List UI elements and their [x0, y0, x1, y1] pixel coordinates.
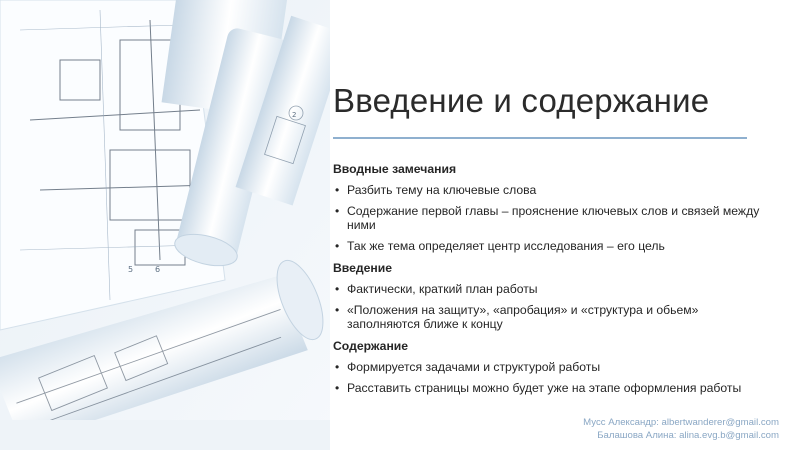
author-credit-line: Мусс Александр: albertwanderer@gmail.com — [583, 417, 779, 428]
list-item: • Фактически, краткий план работы — [333, 282, 763, 296]
svg-text:6: 6 — [155, 265, 161, 274]
list-item: • Расставить страницы можно будет уже на этапе оформления работы — [333, 381, 763, 395]
list-item: • «Положения на защиту», «апробация» и «структура и обьем» заполняются ближе к концу — [333, 303, 763, 331]
title-divider — [333, 137, 747, 139]
svg-text:5: 5 — [128, 265, 134, 274]
list-item: • Содержание первой главы – прояснение ключевых слов и связей между ними — [333, 204, 763, 232]
slide-content — [333, 162, 763, 403]
list-item: • Разбить тему на ключевые слова — [333, 183, 763, 197]
bullet-list-contents — [333, 360, 763, 395]
bullet-list-introduction — [333, 282, 763, 331]
svg-text:2: 2 — [292, 111, 297, 119]
section-heading-introduction: Введение — [333, 261, 393, 275]
section-heading-contents: Содержание — [333, 339, 409, 353]
author-credits — [583, 417, 779, 442]
slide-title: Введение и содержание — [333, 82, 710, 119]
rolled-blueprints-image — [0, 0, 330, 450]
list-item: • Формируется задачами и структурой работы — [333, 360, 763, 374]
list-item: • Так же тема определяет центр исследования – его цель — [333, 239, 763, 253]
author-credit-line: Балашова Алина: alina.evg.b@gmail.com — [597, 429, 779, 441]
section-heading-intro-notes: Вводные замечания — [333, 162, 457, 176]
bullet-list-intro-notes — [333, 183, 763, 253]
